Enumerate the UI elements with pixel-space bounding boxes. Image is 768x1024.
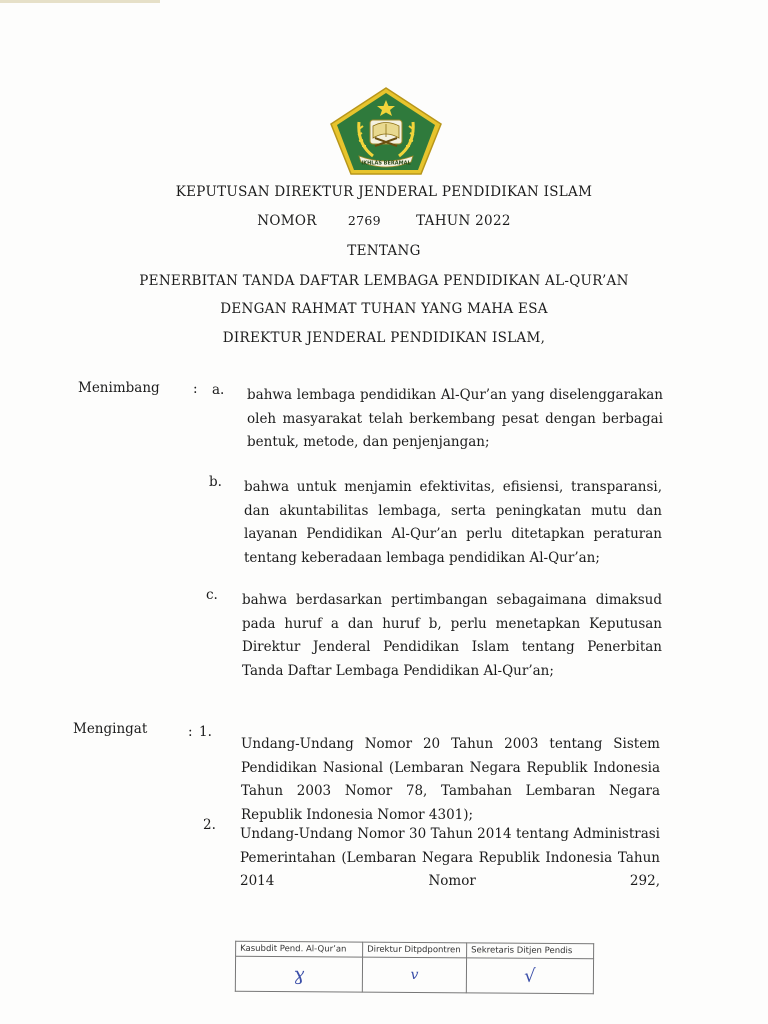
ministry-emblem-icon xyxy=(329,86,443,176)
mengingat-label: Mengingat xyxy=(73,721,148,737)
paraf-initial-mark: v xyxy=(410,966,419,984)
mengingat-marker-2: 2. xyxy=(203,817,216,833)
tentang-heading: TENTANG xyxy=(347,243,421,259)
menimbang-item-a: bahwa lembaga pendidikan Al-Qur’an yang diselenggarakan oleh masyarakat telah berkembang pesat dengan berbagai bentuk, metode, dan penjenjangan; xyxy=(247,387,663,450)
tahun-label: TAHUN 2022 xyxy=(416,213,511,229)
paraf-header-sekretaris: Sekretaris Ditjen Pendis xyxy=(467,943,594,959)
paraf-check-mark: √ xyxy=(524,965,536,987)
mengingat-marker-1: 1. xyxy=(199,724,212,740)
scan-edge xyxy=(0,0,160,3)
decree-title: KEPUTUSAN DIREKTUR JENDERAL PENDIDIKAN ISLAM xyxy=(175,184,593,200)
paraf-cell-kasubdit xyxy=(235,956,362,992)
mengingat-item-1: Undang-Undang Nomor 20 Tahun 2003 tentang Sistem Pendidikan Nasional (Lembaran Negara Republik Indonesia Tahun 2003 Nomor 78, Tambahan Lembaran Negara Republik Indonesia Nomor 4301); xyxy=(241,736,660,823)
paraf-cell-sekretaris xyxy=(466,958,593,994)
menimbang-label: Menimbang xyxy=(78,380,160,396)
menimbang-item-c: bahwa berdasarkan pertimbangan sebagaimana dimaksud pada huruf a dan huruf b, perlu menetapkan Keputusan Direktur Jenderal Pendidikan Islam tentang Penerbitan Tanda Daftar Lembaga Pendidikan Al-Qur’an; xyxy=(242,592,662,679)
emblem-motto: IKHLAS BERAMAL xyxy=(361,160,411,167)
menimbang-marker-c: c. xyxy=(206,587,218,603)
paraf-table xyxy=(235,941,594,995)
menimbang-item-b: bahwa untuk menjamin efektivitas, efisiensi, transparansi, dan akuntabilitas lembaga, serta peningkatan mutu dan layanan Pendidikan Al-Qur’an perlu ditetapkan peraturan tentang keberadaan lembaga pendidikan Al-Qur’an; xyxy=(244,479,662,566)
nomor-label: NOMOR xyxy=(257,213,317,229)
paraf-header-direktur: Direktur Ditpdpontren xyxy=(363,942,467,958)
decree-subject: PENERBITAN TANDA DAFTAR LEMBAGA PENDIDIKAN AL-QUR’AN xyxy=(139,273,629,289)
paraf-cell-direktur xyxy=(362,957,466,993)
paraf-initial-mark: ɣ xyxy=(293,963,305,985)
mengingat-item-2: Undang-Undang Nomor 30 Tahun 2014 tentang Administrasi Pemerintahan (Lembaran Negara Republik Indonesia Tahun 2014 Nomor 292, xyxy=(240,826,660,889)
preamble-line: DENGAN RAHMAT TUHAN YANG MAHA ESA xyxy=(220,301,548,317)
menimbang-marker-a: a. xyxy=(212,382,225,398)
decree-number-line xyxy=(100,213,668,229)
paraf-header-kasubdit: Kasubdit Pend. Al-Qur’an xyxy=(236,941,363,957)
menimbang-marker-b: b. xyxy=(209,474,222,490)
nomor-value: 2769 xyxy=(347,213,381,228)
issuer-line: DIREKTUR JENDERAL PENDIDIKAN ISLAM, xyxy=(222,330,546,346)
menimbang-colon: : xyxy=(193,381,198,397)
mengingat-colon: : xyxy=(188,724,193,740)
